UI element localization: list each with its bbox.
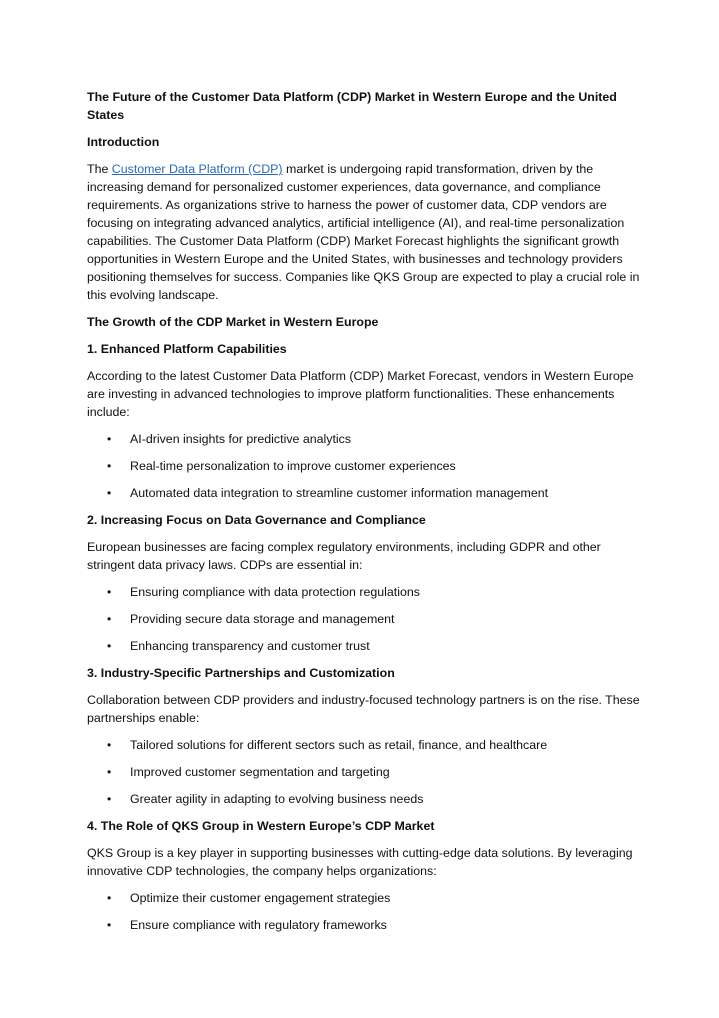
bullet-icon: • xyxy=(107,432,112,446)
list-item-text: Enhancing transparency and customer trust xyxy=(130,639,370,653)
section-paragraph: According to the latest Customer Data Platform (CDP) Market Forecast, vendors in Western Europe are investing in advanced technologies to improve platform functionalities. These enhancements include: xyxy=(87,369,634,419)
section-paragraph: Collaboration between CDP providers and industry-focused technology partners is on the rise. These partnerships enable: xyxy=(87,693,640,725)
list-item-text: Providing secure data storage and management xyxy=(130,612,395,626)
list-item xyxy=(87,484,649,502)
list-item xyxy=(87,457,649,475)
list-item xyxy=(87,610,649,628)
bullet-icon: • xyxy=(107,612,112,626)
list-item-text: Ensure compliance with regulatory frameworks xyxy=(130,918,387,932)
bullet-list xyxy=(87,889,649,934)
list-item xyxy=(87,790,649,808)
section-paragraph: QKS Group is a key player in supporting businesses with cutting-edge data solutions. By leveraging innovative CDP technologies, the company helps organizations: xyxy=(87,846,633,878)
list-item-text: Improved customer segmentation and targeting xyxy=(130,765,390,779)
list-item xyxy=(87,763,649,781)
list-item-text: Real-time personalization to improve customer experiences xyxy=(130,459,456,473)
list-item xyxy=(87,736,649,754)
list-item xyxy=(87,430,649,448)
list-item xyxy=(87,583,649,601)
intro-text-pre: The xyxy=(87,162,112,176)
bullet-list xyxy=(87,736,649,808)
bullet-icon: • xyxy=(107,891,112,905)
list-item-text: AI-driven insights for predictive analytics xyxy=(130,432,352,446)
bullet-icon: • xyxy=(107,918,112,932)
list-item xyxy=(87,889,649,907)
section-paragraph: European businesses are facing complex regulatory environments, including GDPR and other stringent data privacy laws. CDPs are essential in: xyxy=(87,540,601,572)
intro-heading: Introduction xyxy=(87,135,160,149)
bullet-icon: • xyxy=(107,765,112,779)
growth-heading: The Growth of the CDP Market in Western Europe xyxy=(87,315,379,329)
bullet-list xyxy=(87,430,649,502)
bullet-icon: • xyxy=(107,459,112,473)
list-item-text: Ensuring compliance with data protection regulations xyxy=(130,585,420,599)
bullet-icon: • xyxy=(107,738,112,752)
bullet-icon: • xyxy=(107,585,112,599)
bullet-icon: • xyxy=(107,486,112,500)
section-heading: 2. Increasing Focus on Data Governance and Compliance xyxy=(87,513,426,527)
section-heading: 1. Enhanced Platform Capabilities xyxy=(87,342,287,356)
document-title: The Future of the Customer Data Platform (CDP) Market in Western Europe and the United States xyxy=(87,90,617,122)
bullet-list xyxy=(87,583,649,655)
section-heading: 4. The Role of QKS Group in Western Europe’s CDP Market xyxy=(87,819,435,833)
list-item-text: Greater agility in adapting to evolving business needs xyxy=(130,792,424,806)
list-item-text: Automated data integration to streamline customer information management xyxy=(130,486,549,500)
list-item xyxy=(87,916,649,934)
bullet-icon: • xyxy=(107,639,112,653)
bullet-icon: • xyxy=(107,792,112,806)
section-heading: 3. Industry-Specific Partnerships and Customization xyxy=(87,666,395,680)
list-item-text: Tailored solutions for different sectors such as retail, finance, and healthcare xyxy=(130,738,548,752)
list-item-text: Optimize their customer engagement strategies xyxy=(130,891,391,905)
list-item xyxy=(87,637,649,655)
intro-paragraph xyxy=(87,160,649,304)
intro-text-post: market is undergoing rapid transformation, driven by the increasing demand for personalized customer experiences, data governance, and compliance requirements. As organizations strive to harness the power of customer data, CDP vendors are focusing on integrating advanced analytics, artificial intelligence (AI), and real-time personalization capabilities. The Customer Data Platform (CDP) Market Forecast highlights the significant growth opportunities in Western Europe and the United States, with businesses and technology providers positioning themselves for success. Companies like QKS Group are expected to play a crucial role in this evolving landscape. xyxy=(87,162,640,302)
cdp-link[interactable]: Customer Data Platform (CDP) xyxy=(111,162,283,176)
